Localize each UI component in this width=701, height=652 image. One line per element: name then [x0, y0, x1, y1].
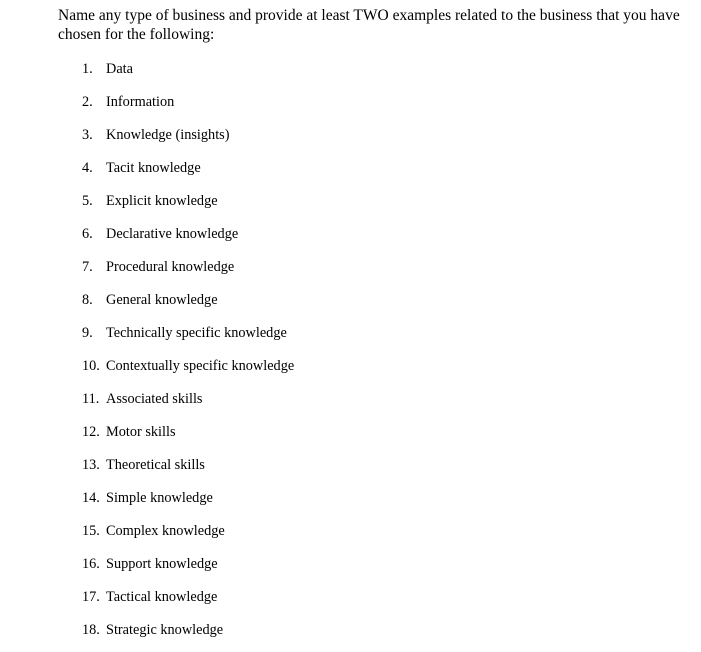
item-number: 4. [82, 160, 93, 176]
item-label: Support knowledge [106, 556, 218, 572]
item-label: Strategic knowledge [106, 622, 224, 638]
item-number: 1. [82, 61, 93, 77]
list-item [0, 124, 701, 157]
item-number: 15. [82, 523, 100, 539]
item-number: 3. [82, 127, 93, 143]
item-number: 7. [82, 259, 93, 275]
item-label: Technically specific knowledge [106, 325, 287, 341]
list-item [0, 586, 701, 619]
list-item [0, 388, 701, 421]
list-item [0, 355, 701, 388]
knowledge-list [0, 58, 701, 652]
item-label: Theoretical skills [106, 457, 205, 473]
item-number: 9. [82, 325, 93, 341]
item-number: 8. [82, 292, 93, 308]
item-number: 11. [82, 391, 100, 407]
list-item [0, 190, 701, 223]
list-item [0, 454, 701, 487]
item-number: 2. [82, 94, 93, 110]
item-number: 6. [82, 226, 93, 242]
item-label: Procedural knowledge [106, 259, 235, 275]
list-item [0, 157, 701, 190]
list-item [0, 487, 701, 520]
item-number: 17. [82, 589, 100, 605]
item-number: 10. [82, 358, 100, 374]
item-label: Explicit knowledge [106, 193, 218, 209]
item-number: 12. [82, 424, 100, 440]
list-item [0, 256, 701, 289]
item-label: Tactical knowledge [106, 589, 218, 605]
item-label: Motor skills [106, 424, 176, 440]
list-item [0, 553, 701, 586]
item-label: Tacit knowledge [106, 160, 201, 176]
list-item [0, 58, 701, 91]
item-number: 5. [82, 193, 93, 209]
item-label: Information [106, 94, 175, 110]
list-item [0, 322, 701, 355]
list-item [0, 520, 701, 553]
item-number: 16. [82, 556, 100, 572]
list-item [0, 223, 701, 256]
item-label: Associated skills [106, 391, 203, 407]
list-item [0, 289, 701, 322]
item-label: Data [106, 61, 133, 77]
list-item [0, 421, 701, 454]
intro-paragraph: Name any type of business and provide at least TWO examples related to the business that you have chosen for the following: [58, 7, 680, 43]
list-item [0, 91, 701, 124]
item-label: Complex knowledge [106, 523, 225, 539]
item-number: 18. [82, 622, 100, 638]
item-label: Declarative knowledge [106, 226, 239, 242]
item-number: 14. [82, 490, 100, 506]
list-item [0, 619, 701, 652]
item-label: General knowledge [106, 292, 218, 308]
item-label: Simple knowledge [106, 490, 213, 506]
item-label: Knowledge (insights) [106, 127, 230, 143]
item-label: Contextually specific knowledge [106, 358, 295, 374]
item-number: 13. [82, 457, 100, 473]
